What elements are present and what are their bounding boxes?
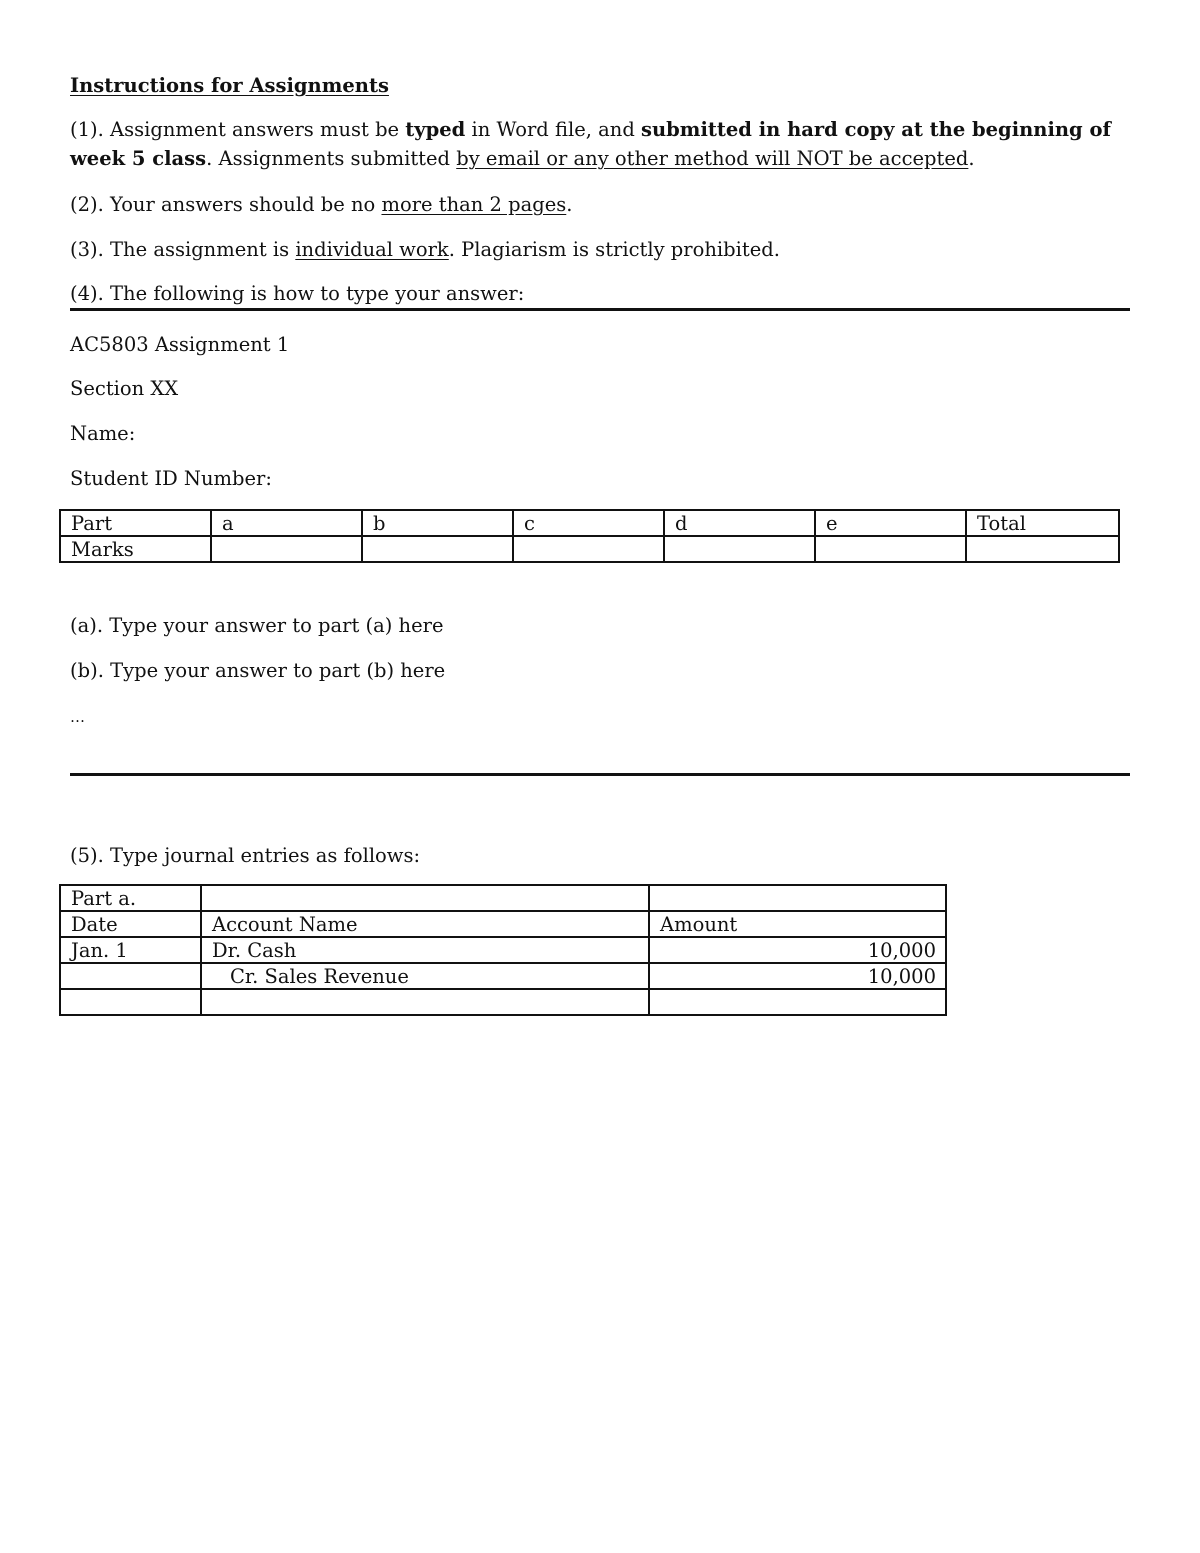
instruction-1-week: week 5 class <box>70 147 207 170</box>
sample-name-label: Name: <box>70 422 136 445</box>
marks-table-header-row <box>60 510 1119 536</box>
instruction-3-text-b: . Plagiarism is strictly prohibited. <box>448 238 780 261</box>
instruction-3 <box>70 236 780 263</box>
sample-student-id-label: Student ID Number: <box>70 467 272 490</box>
instruction-2-page-limit: more than 2 pages <box>381 193 567 216</box>
journal-empty-row <box>60 989 946 1015</box>
journal-entry-row <box>60 963 946 989</box>
journal-empty-cell-3 <box>649 989 946 1015</box>
instruction-1-not-accepted: by email or any other method will NOT be accepted <box>456 147 969 170</box>
journal-part-empty-1 <box>201 885 649 911</box>
marks-header-e: e <box>815 510 966 536</box>
journal-header-account: Account Name <box>201 911 649 937</box>
journal-part-label: Part a. <box>60 885 201 911</box>
journal-entry-date <box>60 963 201 989</box>
instruction-1-typed: typed <box>405 118 466 141</box>
marks-cell-a <box>211 536 362 562</box>
journal-header-row <box>60 911 946 937</box>
instruction-1-line-2 <box>70 145 975 172</box>
journal-header-date: Date <box>60 911 201 937</box>
instruction-2 <box>70 191 572 218</box>
journal-entry-account: Dr. Cash <box>201 937 649 963</box>
journal-empty-cell-1 <box>60 989 201 1015</box>
instruction-2-period: . <box>566 193 573 216</box>
divider-top <box>70 308 1130 311</box>
divider-bottom <box>70 773 1130 776</box>
marks-table <box>59 509 1120 563</box>
instructions-heading: Instructions for Assignments <box>70 74 389 97</box>
journal-part-empty-2 <box>649 885 946 911</box>
marks-header-part: Part <box>60 510 211 536</box>
answer-ellipsis: … <box>70 708 85 726</box>
instruction-1-text-c: . Assignments submitted <box>206 147 457 170</box>
journal-part-row <box>60 885 946 911</box>
marks-header-c: c <box>513 510 664 536</box>
instruction-1-number: (1). <box>70 118 111 141</box>
instruction-1-line-1 <box>70 116 1111 143</box>
instruction-1-text-b: in Word file, and <box>465 118 642 141</box>
marks-row-label: Marks <box>60 536 211 562</box>
journal-entry-date: Jan. 1 <box>60 937 201 963</box>
marks-cell-d <box>664 536 815 562</box>
journal-entry-row <box>60 937 946 963</box>
sample-course: AC5803 Assignment 1 <box>70 333 290 356</box>
marks-cell-c <box>513 536 664 562</box>
instruction-1-text-a: Assignment answers must be <box>110 118 406 141</box>
journal-entry-account: Cr. Sales Revenue <box>201 963 649 989</box>
instruction-4: (4). The following is how to type your answer: <box>70 282 525 305</box>
instruction-3-text-a: (3). The assignment is <box>70 238 296 261</box>
marks-cell-e <box>815 536 966 562</box>
instruction-2-text-a: (2). Your answers should be no <box>70 193 382 216</box>
instruction-1-period: . <box>968 147 975 170</box>
journal-entry-amount: 10,000 <box>649 937 946 963</box>
journal-empty-cell-2 <box>201 989 649 1015</box>
instruction-1-hardcopy: submitted in hard copy at the beginning of <box>641 118 1111 141</box>
marks-cell-total <box>966 536 1119 562</box>
journal-header-amount: Amount <box>649 911 946 937</box>
journal-intro: (5). Type journal entries as follows: <box>70 844 421 867</box>
journal-entry-amount: 10,000 <box>649 963 946 989</box>
marks-table-marks-row <box>60 536 1119 562</box>
marks-header-a: a <box>211 510 362 536</box>
instruction-3-individual-work: individual work <box>295 238 449 261</box>
sample-section: Section XX <box>70 377 179 400</box>
marks-header-total: Total <box>966 510 1119 536</box>
marks-header-b: b <box>362 510 513 536</box>
marks-cell-b <box>362 536 513 562</box>
answer-b-placeholder: (b). Type your answer to part (b) here <box>70 659 446 682</box>
marks-header-d: d <box>664 510 815 536</box>
journal-table <box>59 884 947 1016</box>
answer-a-placeholder: (a). Type your answer to part (a) here <box>70 614 444 637</box>
